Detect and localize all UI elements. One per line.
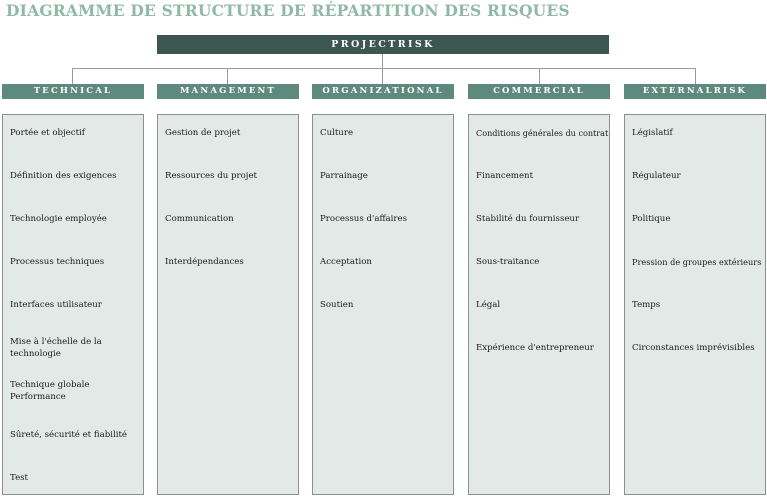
page-title: DIAGRAMME DE STRUCTURE DE RÉPARTITION DES RISQUES xyxy=(6,1,570,20)
list-item: Acceptation xyxy=(320,257,372,267)
connector-root-stem xyxy=(382,54,383,69)
list-item: Circonstances imprévisibles xyxy=(632,343,755,353)
list-item: Portée et objectif xyxy=(10,128,85,138)
category-header-commercial: COMMERCIAL xyxy=(468,84,610,99)
list-item: Processus techniques xyxy=(10,257,105,267)
list-item: Communication xyxy=(165,214,234,224)
category-list-organizational xyxy=(312,114,454,495)
list-item: Processus d'affaires xyxy=(320,214,408,224)
connector-drop-management xyxy=(227,68,228,84)
list-item: Sous-traitance xyxy=(476,257,540,267)
connector-drop-organizational xyxy=(382,68,383,84)
category-list-technical xyxy=(2,114,144,495)
list-item: Pression de groupes extérieurs xyxy=(632,257,762,267)
list-item: Interdépendances xyxy=(165,257,244,267)
list-item: Conditions générales du contrat xyxy=(476,128,609,138)
category-list-externalrisk xyxy=(624,114,766,495)
list-item: Législatif xyxy=(632,128,673,138)
list-item: Mise à l'échelle de la technologie xyxy=(10,337,102,359)
list-item: Temps xyxy=(632,300,661,310)
category-list-commercial xyxy=(468,114,610,495)
list-item: Régulateur xyxy=(632,171,681,181)
list-item: Sûreté, sécurité et fiabilité xyxy=(10,430,128,440)
list-item: Financement xyxy=(476,171,534,181)
category-header-externalrisk: EXTERNALRISK xyxy=(624,84,766,99)
category-list-management xyxy=(157,114,299,495)
root-node-projectrisk: PROJECTRISK xyxy=(157,35,609,54)
list-item: Stabilité du fournisseur xyxy=(476,214,580,224)
connector-drop-technical xyxy=(72,68,73,84)
list-item: Technologie employée xyxy=(10,214,107,224)
category-header-organizational: ORGANIZATIONAL xyxy=(312,84,454,99)
list-item: Test xyxy=(10,473,29,483)
category-header-management: MANAGEMENT xyxy=(157,84,299,99)
list-item: Politique xyxy=(632,214,671,224)
list-item: Gestion de projet xyxy=(165,128,241,138)
list-item: Culture xyxy=(320,128,354,138)
list-item: Parrainage xyxy=(320,171,368,181)
category-header-technical: TECHNICAL xyxy=(2,84,144,99)
connector-horizontal-bar xyxy=(72,68,696,69)
list-item: Interfaces utilisateur xyxy=(10,300,102,310)
list-item: Technique globale Performance xyxy=(10,380,90,402)
list-item: Définition des exigences xyxy=(10,171,117,181)
list-item: Soutien xyxy=(320,300,354,310)
list-item: Expérience d'entrepreneur xyxy=(476,343,594,353)
connector-drop-commercial xyxy=(539,68,540,84)
list-item: Ressources du projet xyxy=(165,171,257,181)
list-item: Légal xyxy=(476,300,501,310)
connector-drop-externalrisk xyxy=(695,68,696,84)
